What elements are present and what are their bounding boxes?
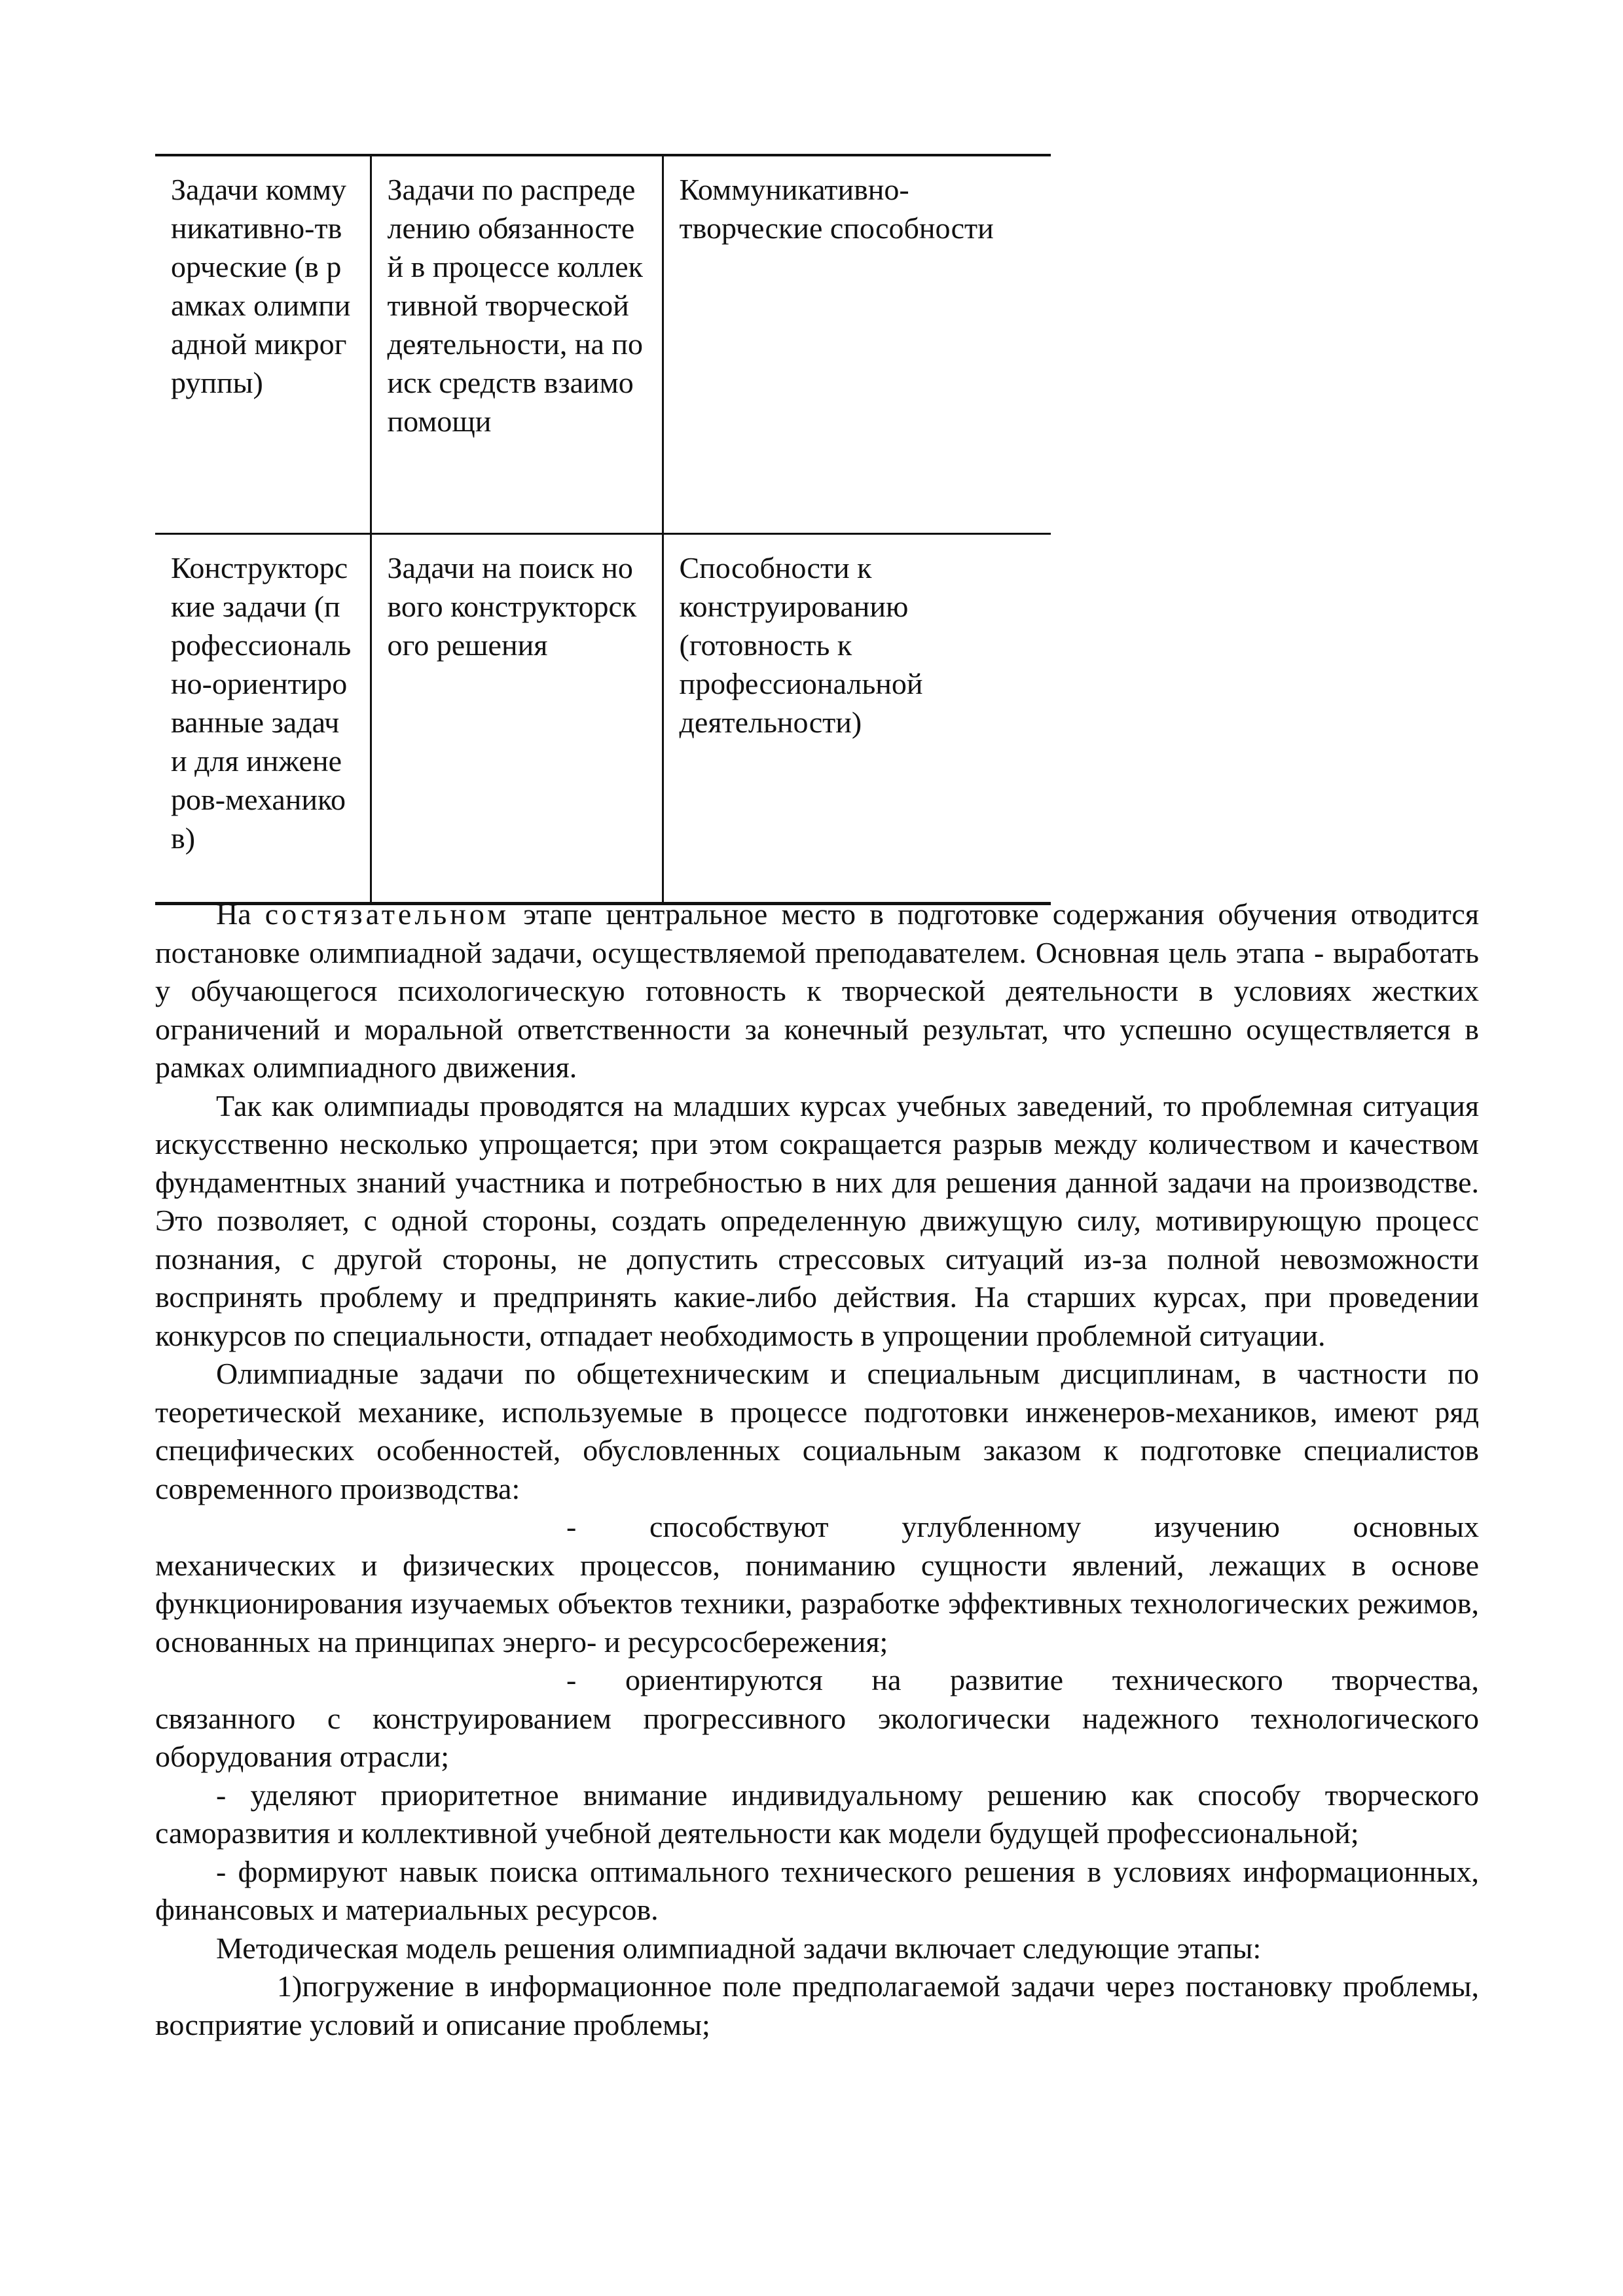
paragraph-competitive-stage	[155, 895, 1479, 1087]
numbered-item-marker: 1)	[277, 1969, 302, 2003]
list-item-text: связанного с конструированием прогрессивного экологически надежного технологического оборудования отрасли;	[155, 1701, 1479, 1773]
list-item	[155, 1508, 1479, 1661]
paragraph-olympiads-junior-courses: Так как олимпиады проводятся на младших курсах учебных заведений, то проблемная ситуация искусственно несколько упрощается; при этом сокращается разрыв между количеством и качеством фундаментных знаний участника и потребностью в них для решения данной задачи на производстве. Это позволяет, с одной стороны, создать определенную движущую силу, мотивирующую процесс познания, с другой стороны, не допустить стрессовых ситуаций из-за полной невозможности воспринять проблему и предпринять какие-либо действия. На старших курсах, при проведении конкурсов по специальности, отпадает необходимость в упрощении проблемной ситуации.	[155, 1088, 1479, 1352]
list-item	[155, 1661, 1479, 1776]
list-item: - формируют навык поиска оптимального технического решения в условиях информационных, финансовых и материальных ресурсов.	[155, 1854, 1479, 1926]
emphasized-term: состязательном	[264, 897, 510, 931]
list-item-text: механических и физических процессов, пониманию сущности явлений, лежащих в основе функционирования изучаемых объектов техники, разработке эффективных технологических режимов, основанных на принципах энерго- и ресурсосбережения;	[155, 1548, 1479, 1659]
table-cell-abilities: Способности к конструированию (готовность к профессиональной деятельности)	[663, 534, 1051, 904]
paragraph-method-model: Методическая модель решения олимпиадной задачи включает следующие этапы:	[216, 1931, 1262, 1965]
list-item-first-line: - способствуют углубленному изучению основных	[566, 1510, 1479, 1543]
table-cell-task-type: Конструкторские задачи (профессионально-ориентированные задачи для инженеров-механиков)	[155, 534, 371, 904]
table-cell-task-description: Задачи по распределению обязанностей в процессе коллективной творческой деятельности, на поиск средств взаимопомощи	[371, 155, 663, 534]
table-cell-abilities: Коммуникативно-творческие способности	[663, 155, 1051, 534]
table-cell-task-type: Задачи коммуникативно-творческие (в рамках олимпиадной микрогруппы)	[155, 155, 371, 534]
paragraph-lead-word: На	[216, 897, 251, 931]
list-item: - уделяют приоритетное внимание индивидуальному решению как способу творческого саморазвития и коллективной учебной деятельности как модели будущей профессиональной;	[155, 1778, 1479, 1850]
list-item-first-line: - ориентируются на развитие технического творчества,	[566, 1663, 1479, 1696]
table-row	[155, 155, 1051, 534]
numbered-item	[155, 1967, 1479, 2044]
numbered-item-text: погружение в информационное поле предполагаемой задачи через постановку проблемы, восприятие условий и описание проблемы;	[155, 1969, 1479, 2041]
paragraph-olympiad-tasks-features: Олимпиадные задачи по общетехническим и специальным дисциплинам, в частности по теоретической механике, используемые в процессе подготовки инженеров-механиков, имеют ряд специфических особенностей, обусловленных социальным заказом к подготовке специалистов современного производства:	[155, 1357, 1479, 1505]
body-text	[155, 895, 1479, 2044]
competencies-table	[155, 154, 1051, 905]
table-row	[155, 534, 1051, 904]
table-cell-task-description: Задачи на поиск нового конструкторского решения	[371, 534, 663, 904]
paragraph-text: этапе центральное место в подготовке содержания обучения отводится постановке олимпиадной задачи, осуществляемой преподавателем. Основная цель этапа - выработать у обучающегося психологическую готовность к творческой деятельности в условиях жестких ограничений и моральной ответственности за конечный результат, что успешно осуществляется в рамках олимпиадного движения.	[155, 897, 1480, 1084]
